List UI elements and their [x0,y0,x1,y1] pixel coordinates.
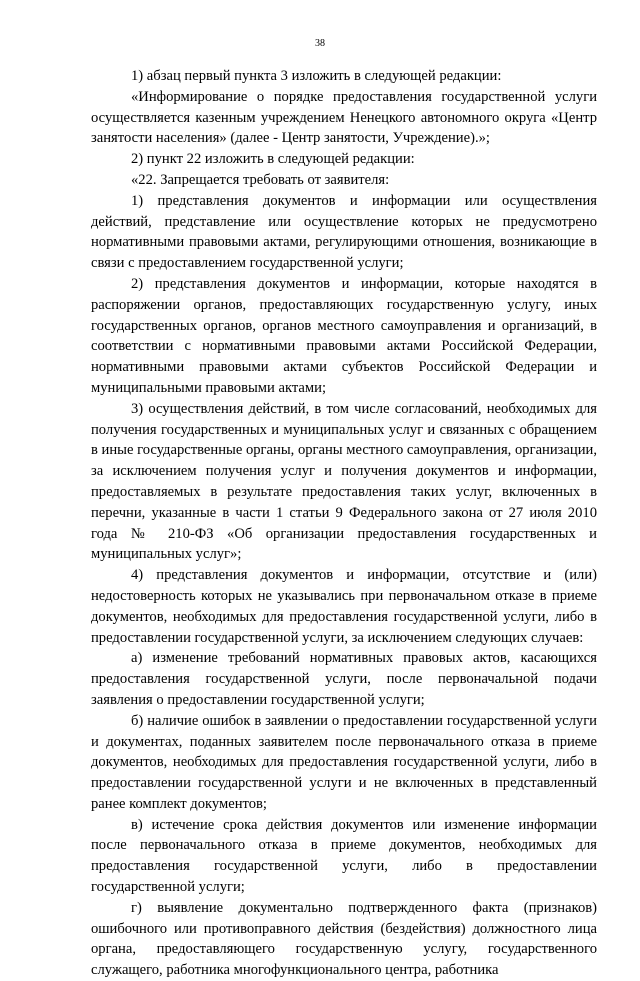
paragraph-amendment-2: 2) пункт 22 изложить в следующей редакции: [131,151,415,168]
page-number: 38 [315,38,325,49]
paragraph-subitem-g: г) выявление документально подтвержденного факта (признаков) ошибочного или противоправного действия (бездействия) должностного лица органа, предоставляющего государственную услугу, государственного служащего, работника многофункционального центра, работника [91,899,597,979]
paragraph-subitem-a: а) изменение требований нормативных правовых актов, касающихся предоставления государственной услуги, после первоначальной подачи заявления о предоставлении государственной услуги; [91,650,597,708]
paragraph-item-4: 4) представления документов и информации, отсутствие и (или) недостоверность которых не указывались при первоначальном отказе в приеме документов, необходимых для предоставления государственной услуги, либо в предоставлении государственной услуги, за исключением следующих случаев: [91,567,597,646]
document-body [91,66,597,981]
paragraph-information-text: «Информирование о порядке предоставления государственной услуги осуществляется казенным учреждением Ненецкого автономного округа «Центр занятости населения» (далее - Центр занятости, Учреждение).»; [91,88,597,147]
paragraph-item-2: 2) представления документов и информации, которые находятся в распоряжении органов, предоставляющих государственную услугу, иных государственных органов, органов местного самоуправления и организаций, в соответствии с нормативными правовыми актами Российской Федерации, нормативными правовыми актами субъектов Российской Федерации и муниципальными правовыми актами; [91,275,597,396]
paragraph-subitem-b: б) наличие ошибок в заявлении о предоставлении государственной услуги и документах, поданных заявителем после первоначального отказа в приеме документов, необходимых для предоставления государственной услуги, либо в предоставлении государственной услуги и не включенных в представленный ранее комплект документов; [91,712,597,812]
paragraph-item-3: 3) осуществления действий, в том числе согласований, необходимых для получения государственных и муниципальных услуг и связанных с обращением в иные государственные органы, органы местного самоуправления, организации, за исключением получения услуг и получения документов и информации, предоставляемых в результате предоставления таких услуг, включенных в перечни, указанные в части 1 статьи 9 Федерального закона от 27 июля 2010 года № 210-ФЗ «Об организации предоставления государственных и муниципальных услуг»; [91,400,597,563]
paragraph-clause-22: «22. Запрещается требовать от заявителя: [131,171,390,188]
paragraph-subitem-v: в) истечение срока действия документов или изменение информации после первоначального отказа в приеме документов, необходимых для предоставления государственной услуги, либо в предоставлении государственной услуги; [91,816,597,896]
paragraph-amendment-1: 1) абзац первый пункта 3 изложить в следующей редакции: [131,68,502,84]
paragraph-item-1: 1) представления документов и информации или осуществления действий, представление или осуществление которых не предусмотрено нормативными правовыми актами, регулирующими отношения, возникающие в связи с предоставлением государственной услуги; [91,192,597,272]
